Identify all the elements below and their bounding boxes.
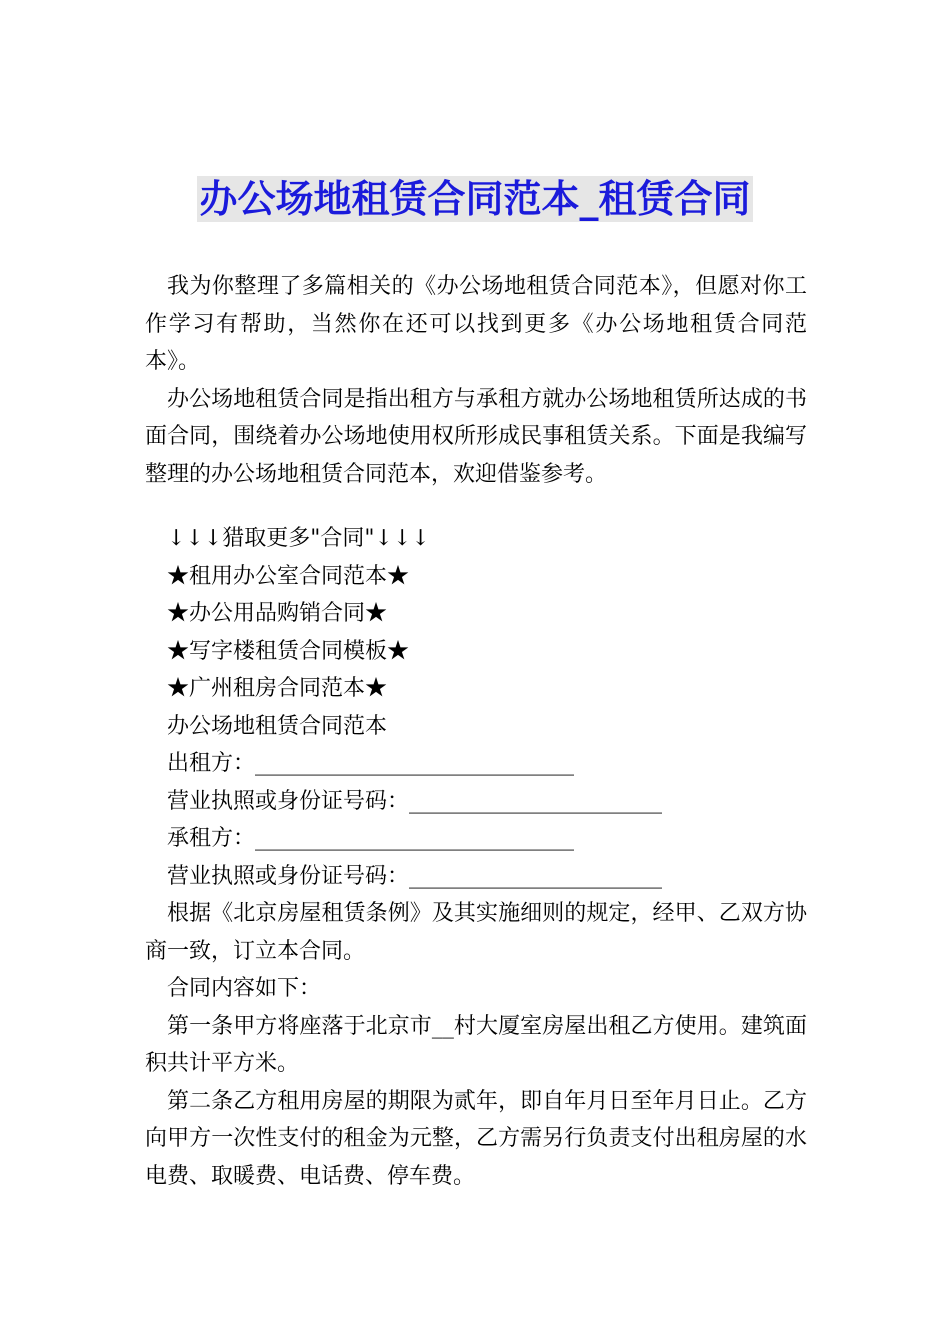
title-container [0, 176, 950, 222]
clause-paragraph: 第一条甲方将座落于北京市__村大厦室房屋出租乙方使用。建筑面积共计平方米。 [145, 1013, 807, 1076]
spacer [145, 493, 807, 520]
clause-paragraph: 根据《北京房屋租赁条例》及其实施细则的规定，经甲、乙双方协商一致，订立本合同。 [145, 901, 807, 964]
field-blank: _______________________ [409, 863, 663, 889]
related-link[interactable]: ★写字楼租赁合同模板★ [167, 638, 410, 664]
related-link[interactable]: ★租用办公室合同范本★ [167, 563, 410, 589]
intro-paragraph: 办公场地租赁合同是指出租方与承租方就办公场地租赁所达成的书面合同，围绕着办公场地使用权所形成民事租赁关系。下面是我编写整理的办公场地租赁合同范本，欢迎借鉴参考。 [145, 386, 807, 487]
contract-title: 办公场地租赁合同范本 [167, 713, 388, 739]
field-blank: _____________________________ [255, 826, 575, 851]
related-link[interactable]: ★广州租房合同范本★ [167, 676, 388, 701]
clause-paragraph: 合同内容如下： [167, 976, 322, 1001]
more-contracts-header: ↓↓↓猎取更多"合同"↓↓↓ [167, 526, 430, 551]
document-title: 办公场地租赁合同范本_租赁合同 [199, 177, 751, 221]
field-blank: _______________________ [409, 788, 663, 814]
field-row-lessee [145, 820, 807, 858]
field-label: 营业执照或身份证号码： [167, 788, 410, 814]
field-row-lessor [145, 745, 807, 783]
field-row-lessee-id [145, 858, 807, 896]
field-row-lessor-id [145, 783, 807, 821]
field-label: 承租方： [167, 826, 256, 851]
document-body [145, 268, 807, 1195]
clause-paragraph: 第二条乙方租用房屋的期限为贰年，即自年月日至年月日止。乙方向甲方一次性支付的租金为元整，乙方需另行负责支付出租房屋的水电费、取暖费、电话费、停车费。 [145, 1088, 807, 1189]
field-label: 营业执照或身份证号码： [167, 863, 410, 889]
field-label: 出租方： [167, 751, 256, 776]
intro-paragraph: 我为你整理了多篇相关的《办公场地租赁合同范本》，但愿对你工作学习有帮助，当然你在还可以找到更多《办公场地租赁合同范本》。 [145, 274, 807, 374]
related-link[interactable]: ★办公用品购销合同★ [167, 601, 388, 626]
field-blank: _____________________________ [255, 751, 575, 776]
